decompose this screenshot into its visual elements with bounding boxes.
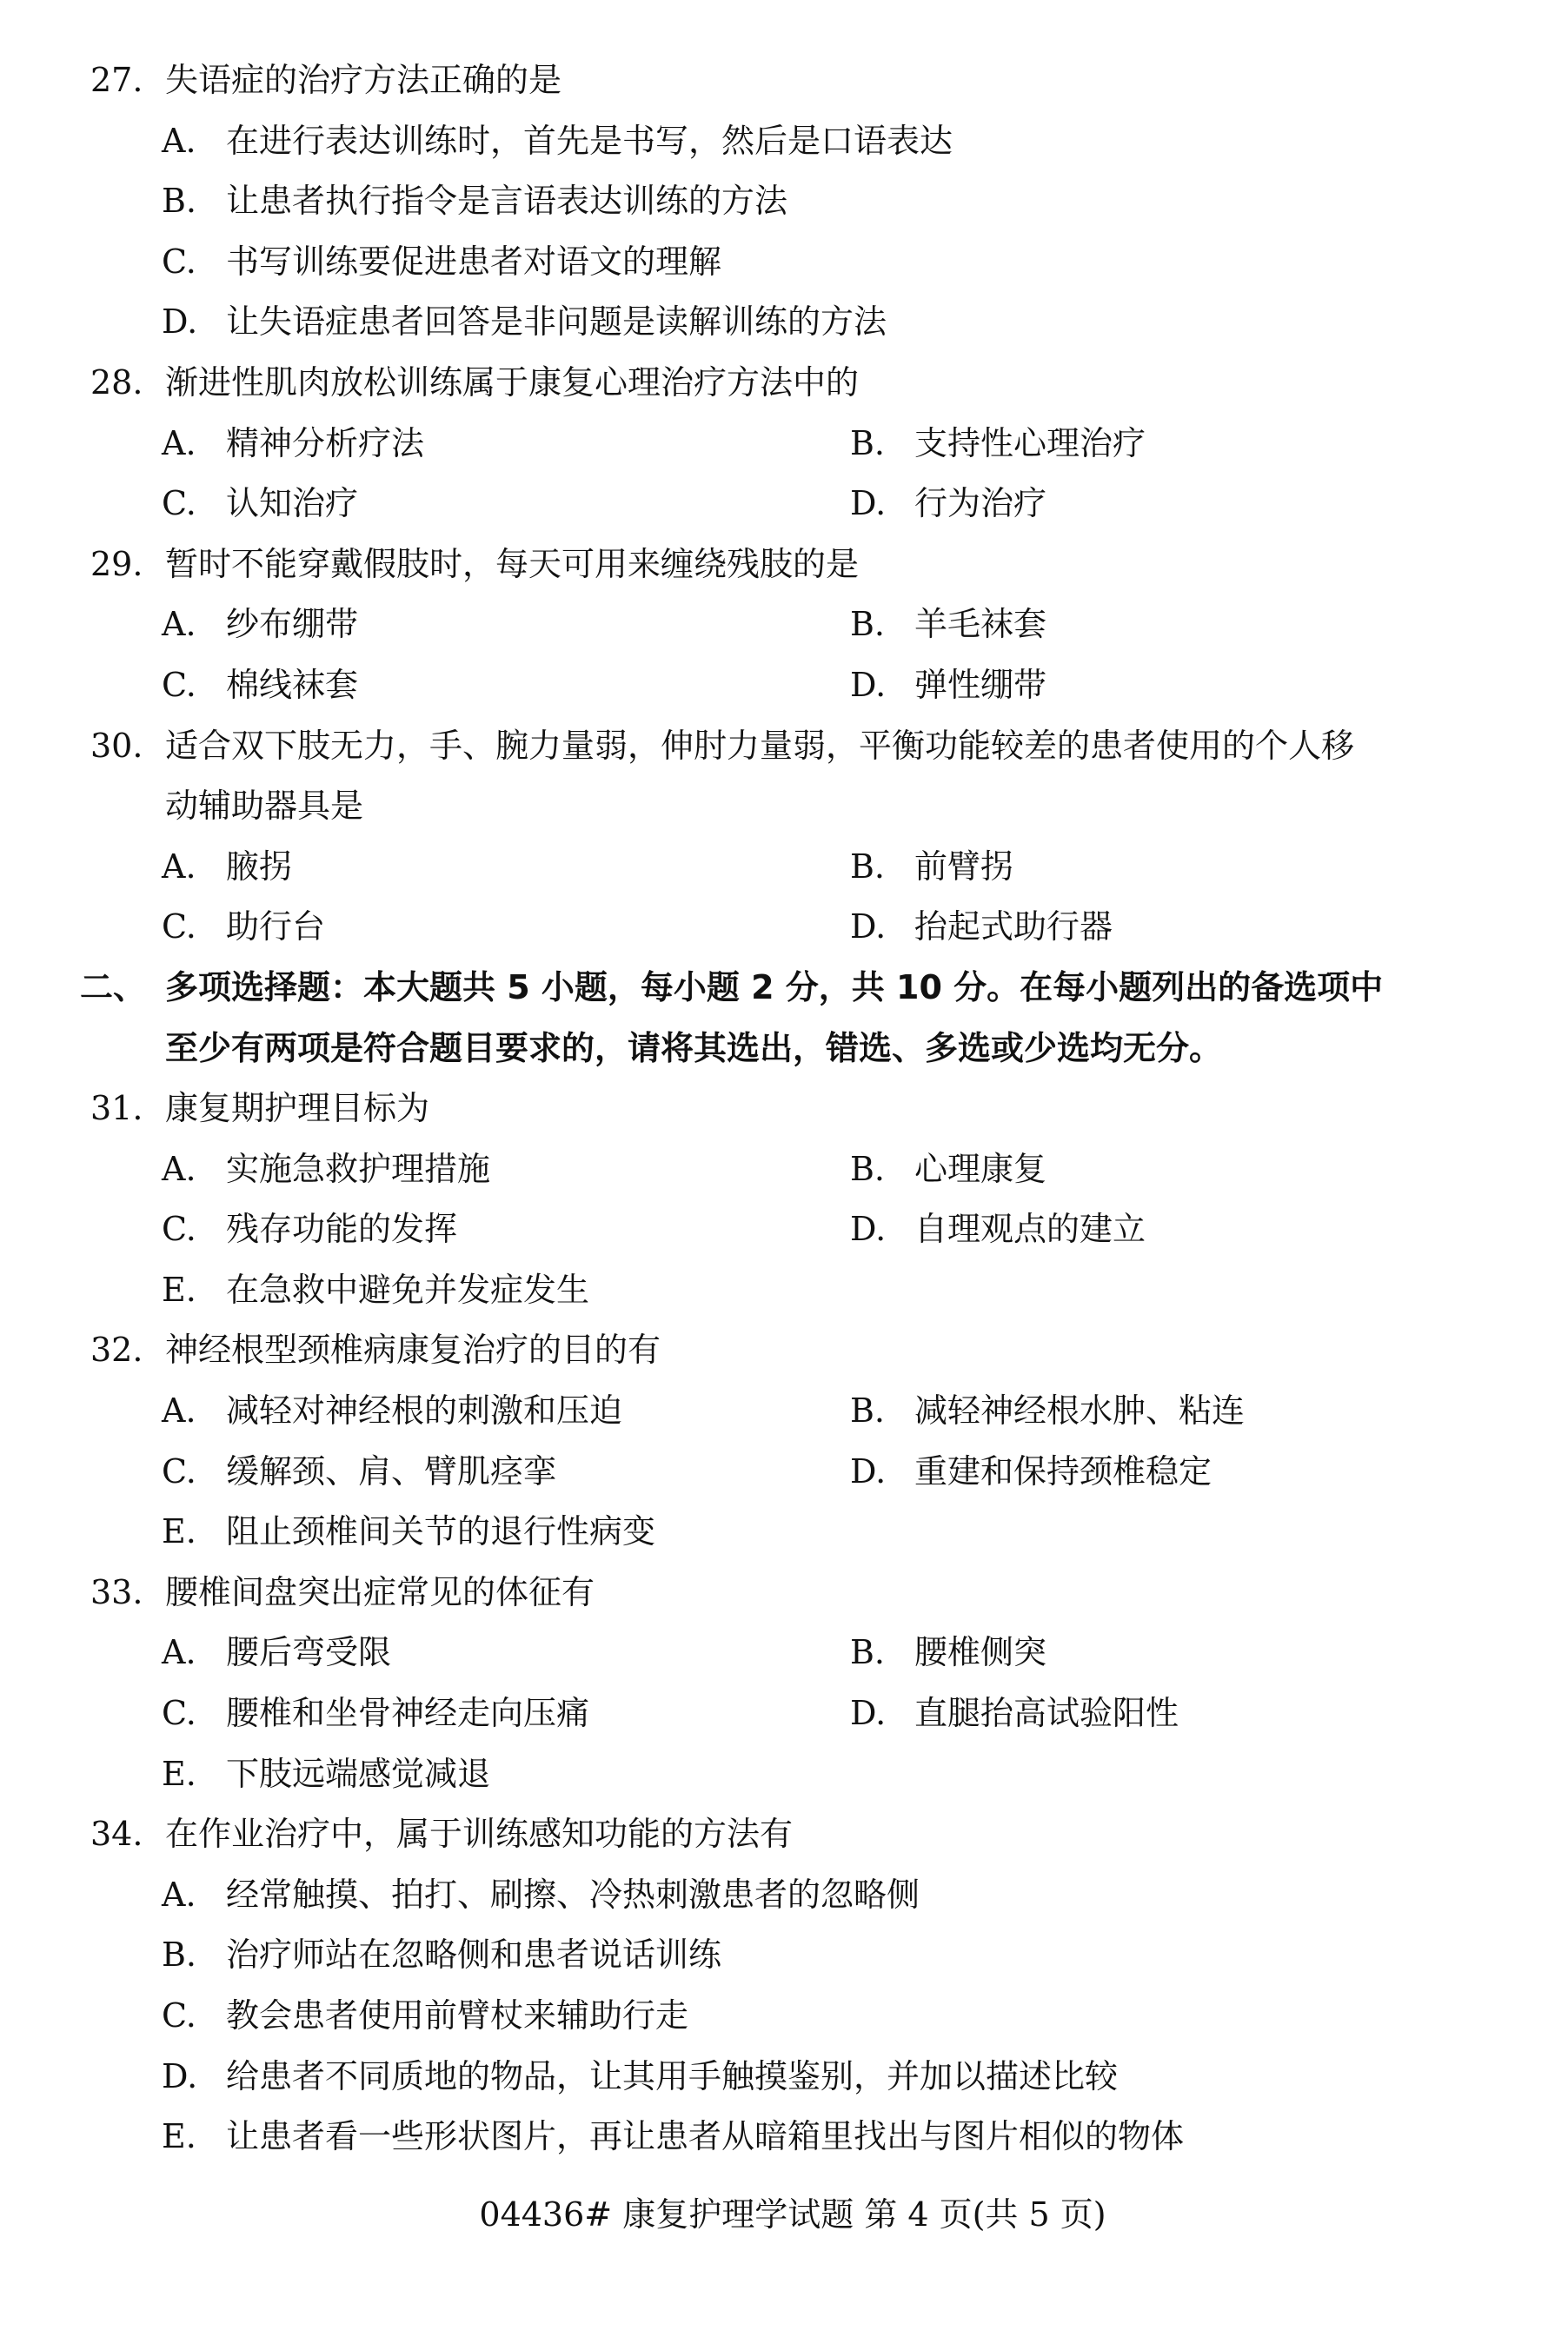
option-text: 让患者看一些形状图片，再让患者从暗箱里找出与图片相似的物体 [226, 2117, 1185, 2156]
option-row [0, 1986, 1568, 2047]
option-row [0, 1925, 1568, 1986]
option-text: 前臂拐 [914, 847, 1014, 886]
question-28 [0, 353, 1568, 414]
option-text: 心理康复 [914, 1149, 1047, 1188]
option-text: 减轻对神经根的刺激和压迫 [226, 1391, 623, 1431]
option-text: 经常触摸、拍打、刷擦、冷热刺激患者的忽略侧 [226, 1875, 920, 1914]
question-33 [0, 1563, 1568, 1624]
option-text: 残存功能的发挥 [226, 1210, 458, 1249]
option-text: 让患者执行指令是言语表达训练的方法 [226, 182, 788, 221]
option-row [0, 1683, 1568, 1744]
option-label: E. [162, 1754, 196, 1793]
question-stem: 失语症的治疗方法正确的是 [165, 61, 562, 99]
option-row [0, 1139, 1568, 1200]
question-29 [0, 535, 1568, 595]
option-label: D. [850, 1694, 887, 1733]
option-row [0, 2047, 1568, 2108]
option-row [0, 655, 1568, 716]
option-row [0, 111, 1568, 172]
question-34 [0, 1804, 1568, 1865]
option-label: B. [850, 847, 886, 886]
option-text: 纱布绷带 [226, 605, 359, 644]
question-27 [0, 50, 1568, 111]
option-label: B. [850, 423, 886, 462]
option-label: C. [162, 484, 196, 523]
question-stem: 在作业治疗中，属于训练感知功能的方法有 [165, 1815, 794, 1854]
question-32 [0, 1320, 1568, 1381]
option-label: C. [162, 242, 196, 281]
option-row [0, 414, 1568, 475]
option-label: B. [162, 182, 197, 221]
exam-page [0, 50, 1568, 2168]
question-31 [0, 1079, 1568, 1139]
question-stem: 腰椎间盘突出症常见的体征有 [165, 1572, 595, 1611]
option-text: 腋拐 [226, 847, 293, 886]
option-text: 减轻神经根水肿、粘连 [914, 1391, 1246, 1431]
section-instructions-cont: 至少有两项是符合题目要求的，请将其选出，错选、多选或少选均无分。 [165, 1028, 1223, 1067]
option-row [0, 1381, 1568, 1442]
option-text: 助行台 [226, 907, 326, 946]
option-text: 在急救中避免并发症发生 [226, 1270, 590, 1309]
option-text: 腰椎和坐骨神经走向压痛 [226, 1694, 590, 1733]
option-text: 实施急救护理措施 [226, 1149, 491, 1188]
option-row [0, 232, 1568, 293]
question-stem: 适合双下肢无力，手、腕力量弱，伸肘力量弱，平衡功能较差的患者使用的个人移 [165, 726, 1355, 765]
option-label: B. [850, 1391, 886, 1431]
option-label: C. [162, 665, 196, 704]
question-stem: 神经根型颈椎病康复治疗的目的有 [165, 1331, 661, 1370]
option-row [0, 171, 1568, 232]
section-number: 二、 [80, 967, 147, 1006]
option-text: 教会患者使用前臂杖来辅助行走 [226, 1996, 689, 2035]
option-row [0, 1502, 1568, 1563]
option-label: A. [162, 121, 196, 160]
option-label: C. [162, 907, 196, 946]
option-label: E. [162, 2117, 196, 2156]
option-row [0, 2107, 1568, 2168]
option-label: A. [162, 1633, 196, 1672]
option-label: A. [162, 1149, 196, 1188]
option-label: D. [850, 1210, 887, 1249]
question-number: 29. [90, 544, 143, 583]
option-row [0, 1623, 1568, 1683]
option-text: 腰后弯受限 [226, 1633, 392, 1672]
option-row [0, 1865, 1568, 1926]
question-number: 31. [90, 1089, 143, 1128]
option-text: 重建和保持颈椎稳定 [914, 1451, 1213, 1491]
option-text: 给患者不同质地的物品，让其用手触摸鉴别，并加以描述比较 [226, 2056, 1119, 2095]
question-stem: 渐进性肌肉放松训练属于康复心理治疗方法中的 [165, 362, 860, 402]
option-label: A. [162, 847, 196, 886]
section-header-continued [0, 1019, 1568, 1079]
option-label: A. [162, 1391, 196, 1431]
option-row [0, 292, 1568, 353]
question-stem-cont: 动辅助器具是 [165, 787, 364, 826]
question-stem: 暂时不能穿戴假肢时，每天可用来缠绕残肢的是 [165, 544, 860, 583]
option-label: D. [162, 302, 198, 342]
option-label: B. [850, 1633, 886, 1672]
option-label: D. [850, 665, 887, 704]
section-header-multiple-choice [0, 958, 1568, 1019]
option-text: 书写训练要促进患者对语文的理解 [226, 242, 722, 281]
option-label: D. [850, 484, 887, 523]
option-label: D. [850, 907, 887, 946]
option-text: 在进行表达训练时，首先是书写，然后是口语表达 [226, 121, 953, 160]
option-text: 弹性绷带 [914, 665, 1047, 704]
option-text: 棉线袜套 [226, 665, 359, 704]
option-row [0, 594, 1568, 655]
option-label: B. [850, 605, 886, 644]
page-footer: 04436# 康复护理学试题 第 4 页(共 5 页) [479, 2195, 1106, 2234]
option-row [0, 474, 1568, 535]
option-row [0, 1744, 1568, 1805]
option-text: 精神分析疗法 [226, 423, 425, 462]
option-text: 行为治疗 [914, 484, 1047, 523]
question-number: 32. [90, 1331, 143, 1370]
option-row [0, 837, 1568, 898]
option-label: C. [162, 1996, 196, 2035]
option-label: C. [162, 1451, 196, 1491]
question-30 [0, 716, 1568, 777]
option-text: 认知治疗 [226, 484, 359, 523]
question-number: 28. [90, 362, 143, 402]
option-label: E. [162, 1512, 196, 1551]
question-number: 30. [90, 726, 143, 765]
option-label: E. [162, 1270, 196, 1309]
option-text: 抬起式助行器 [914, 907, 1113, 946]
option-label: C. [162, 1210, 196, 1249]
option-label: A. [162, 423, 196, 462]
option-text: 让失语症患者回答是非问题是读解训练的方法 [226, 302, 887, 342]
option-label: A. [162, 1875, 196, 1914]
section-instructions: 多项选择题：本大题共 5 小题，每小题 2 分，共 10 分。在每小题列出的备选项中 [165, 967, 1384, 1006]
option-row [0, 1260, 1568, 1321]
option-label: D. [850, 1451, 887, 1491]
option-row [0, 1199, 1568, 1260]
question-stem: 康复期护理目标为 [165, 1089, 430, 1128]
option-row [0, 1442, 1568, 1503]
option-text: 治疗师站在忽略侧和患者说话训练 [226, 1936, 722, 1975]
question-stem-continued [0, 776, 1568, 837]
question-number: 27. [90, 61, 143, 99]
option-text: 阻止颈椎间关节的退行性病变 [226, 1512, 656, 1551]
option-label: D. [162, 2056, 198, 2095]
option-label: A. [162, 605, 196, 644]
option-text: 腰椎侧突 [914, 1633, 1047, 1672]
option-text: 直腿抬高试验阳性 [914, 1694, 1179, 1733]
question-number: 33. [90, 1572, 143, 1611]
option-row [0, 897, 1568, 958]
option-text: 羊毛袜套 [914, 605, 1047, 644]
option-text: 下肢远端感觉减退 [226, 1754, 491, 1793]
question-number: 34. [90, 1815, 143, 1854]
option-label: B. [850, 1149, 886, 1188]
option-label: C. [162, 1694, 196, 1733]
option-text: 自理观点的建立 [914, 1210, 1146, 1249]
option-text: 缓解颈、肩、臂肌痉挛 [226, 1451, 557, 1491]
option-text: 支持性心理治疗 [914, 423, 1146, 462]
option-label: B. [162, 1936, 197, 1975]
